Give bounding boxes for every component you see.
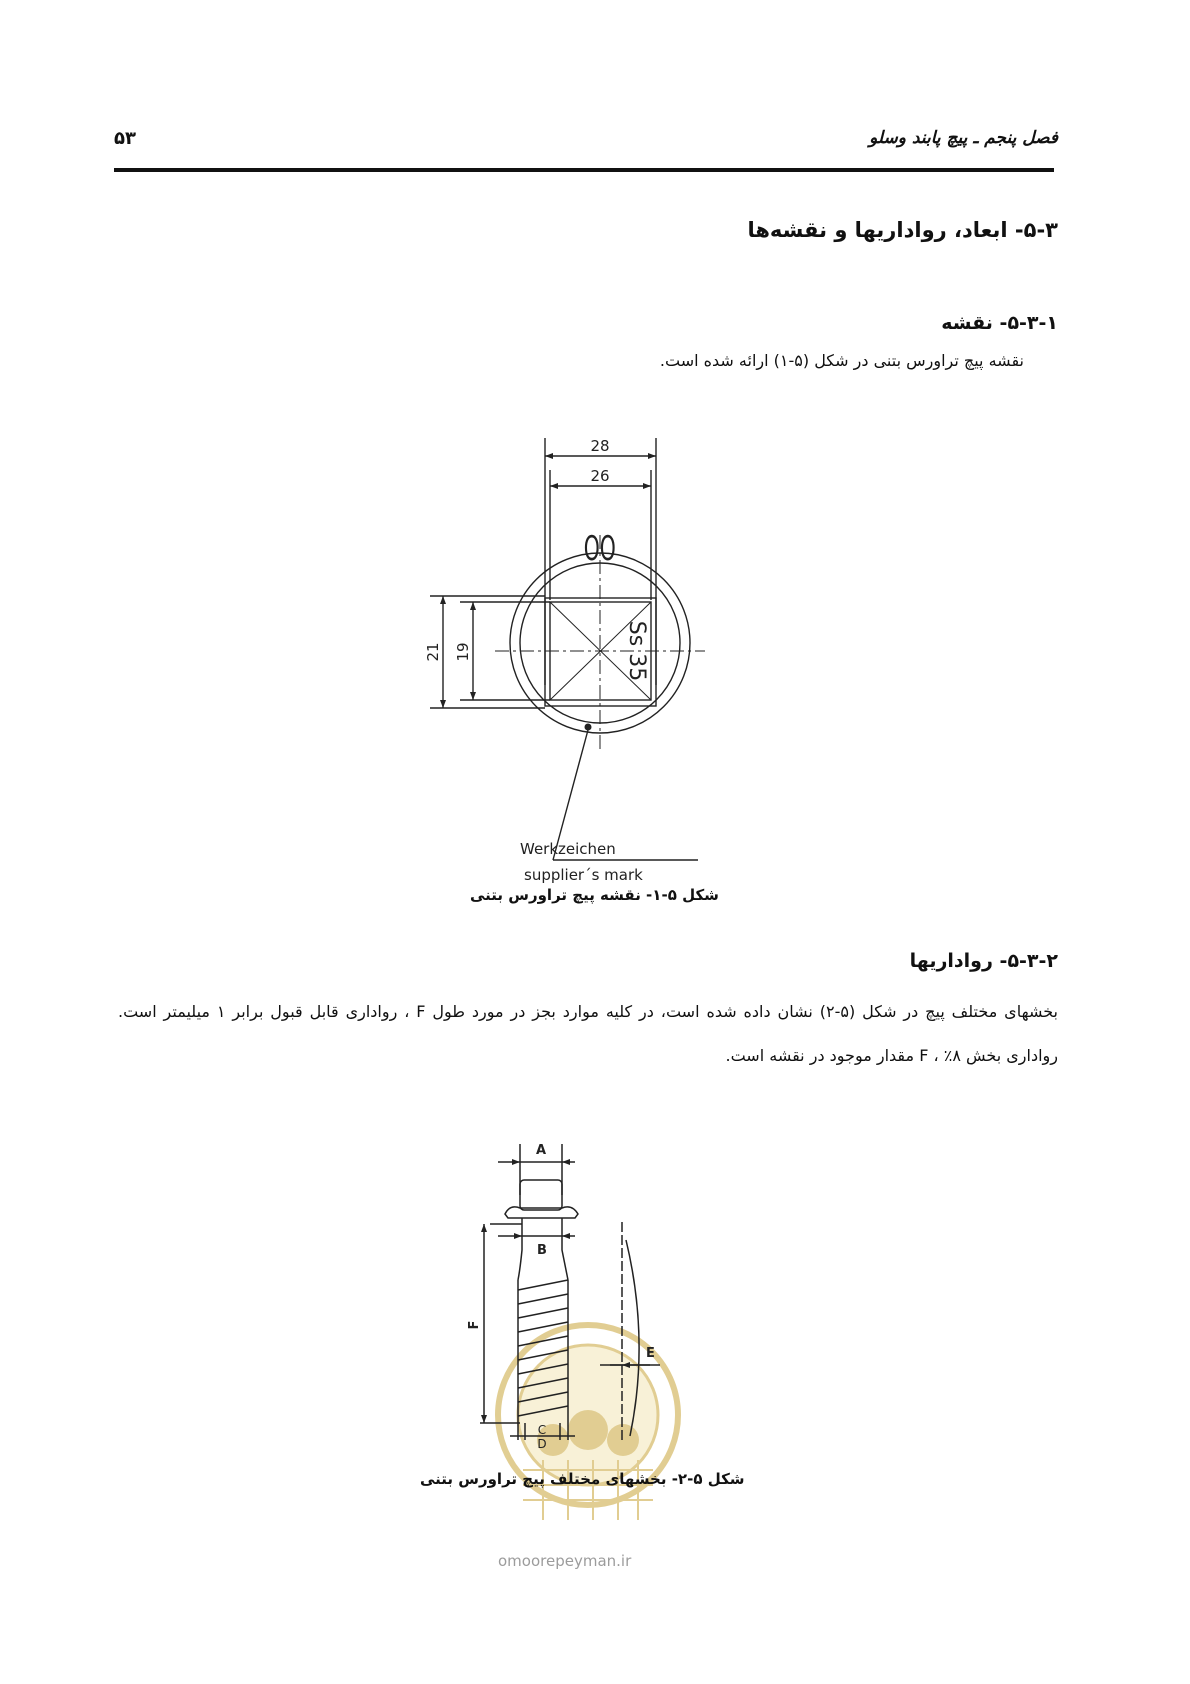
label-suppliers-mark: supplier´s mark	[524, 866, 643, 884]
label-F: F	[467, 1320, 482, 1330]
page-number: ۵۳	[114, 128, 136, 149]
dim-19: 19	[454, 642, 472, 662]
figure-2-drawing	[450, 1140, 690, 1451]
header-rule	[114, 168, 1054, 172]
mark-oo: OO	[583, 528, 616, 569]
subsection-text-drawing: نقشه پیچ تراورس بتنی در شکل (۵-۱) ارائه شده است.	[659, 351, 1024, 370]
label-B: B	[537, 1243, 547, 1258]
dim-21: 21	[424, 642, 442, 662]
mark-ss35: Ss 35	[624, 620, 649, 682]
figure-1-caption: شکل ۵-۱- نقشه پیچ تراورس بتنی	[470, 886, 719, 904]
label-A: A	[535, 1143, 547, 1158]
watermark-url: omoorepeyman.ir	[498, 1552, 632, 1570]
dim-26: 26	[590, 467, 610, 485]
subsection-heading-drawing: ۵-۳-۱- نقشه	[941, 312, 1058, 334]
label-werkzeichen: Werkzeichen	[520, 840, 616, 858]
dim-28: 28	[590, 437, 610, 455]
supplier-mark-dot	[585, 724, 592, 731]
section-heading: ۵-۳- ابعاد، رواداریها و نقشه‌ها	[747, 218, 1058, 242]
figure-1-drawing	[400, 430, 720, 885]
subsection-heading-tolerances: ۵-۳-۲- رواداریها	[909, 950, 1058, 972]
label-C: C	[537, 1423, 547, 1437]
label-E: E	[646, 1346, 655, 1361]
figure-2-caption: شکل ۵-۲- بخشهای مختلف پیچ تراورس بتنی	[420, 1470, 745, 1488]
page-header-title: فصل پنجم ـ پیچ پابند وسلو	[869, 128, 1058, 148]
label-D: D	[537, 1437, 547, 1451]
subsection-text-tolerances: بخشهای مختلف پیچ در شکل (۵-۲) نشان داده شده است، در کلیه موارد بجز در مورد طول F ، رواداری قابل قبول برابر ۱ میلیمتر است. رواداری بخش F ، ٪۸ مقدار موجود در نقشه است.	[118, 1002, 1059, 1065]
